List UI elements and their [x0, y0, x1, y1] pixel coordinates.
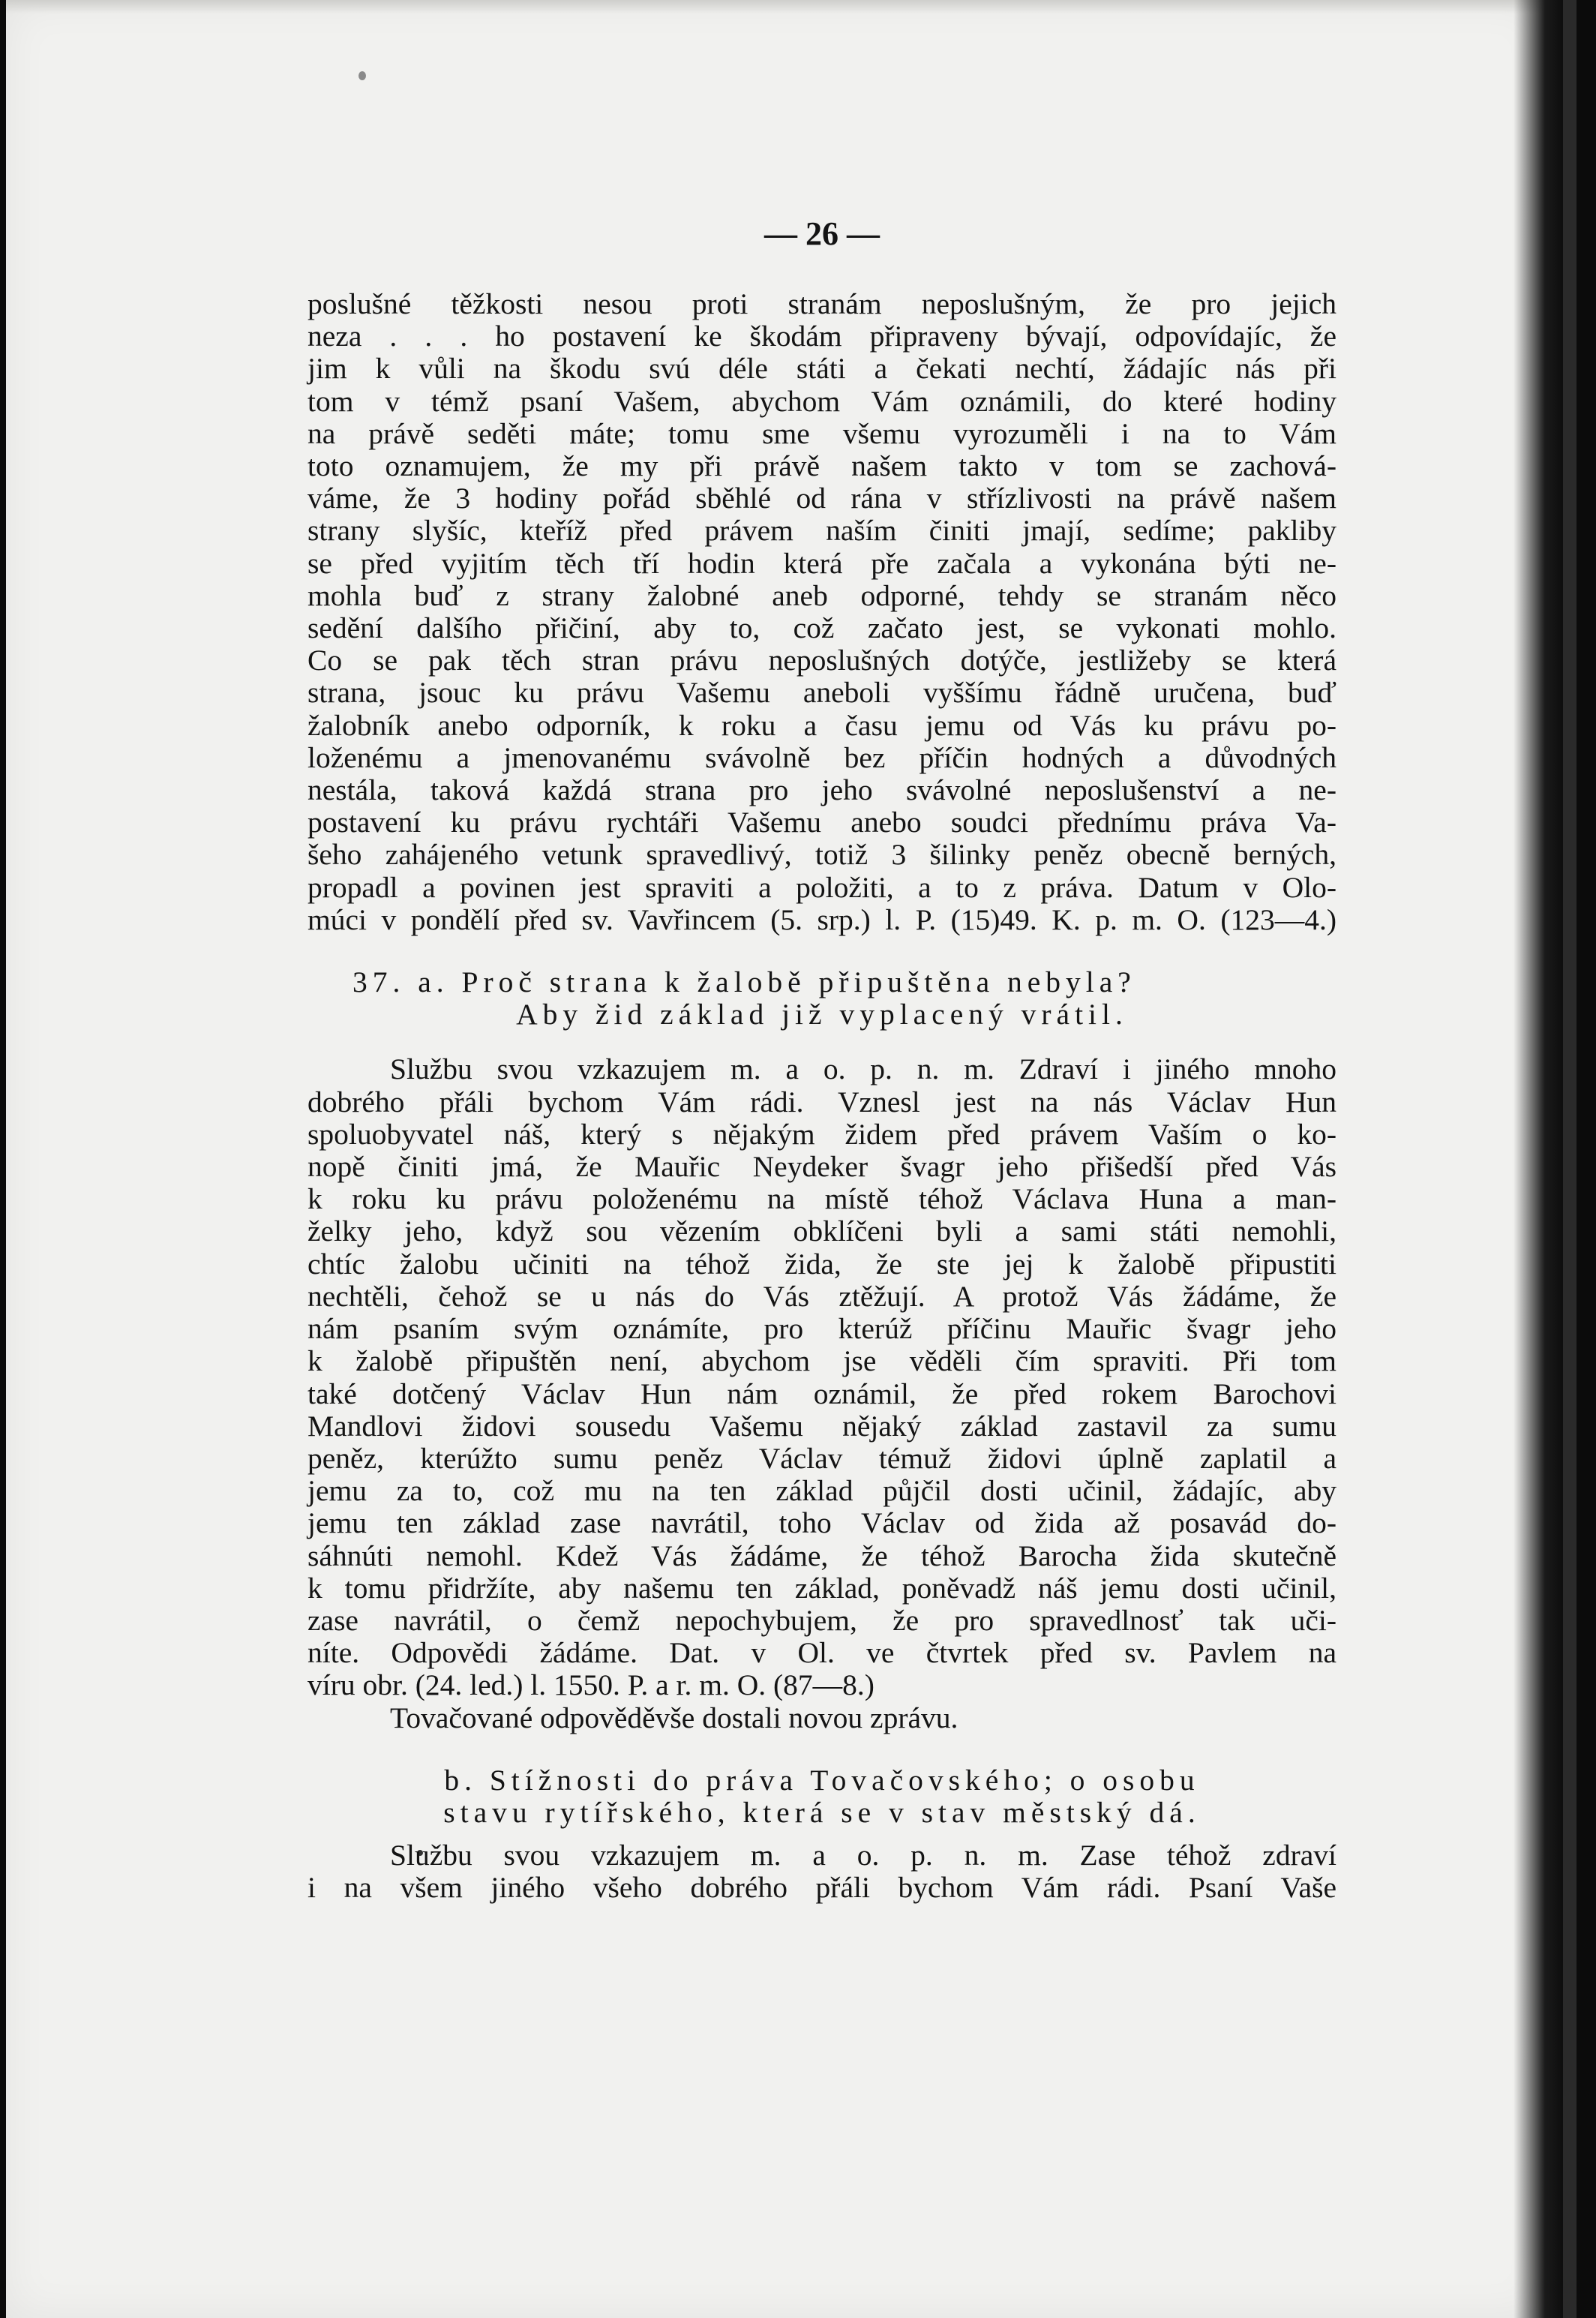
text-block — [308, 210, 1336, 1905]
text-line: níte. Odpovědi žádáme. Dat. v Ol. ve čtvrtek před sv. Pavlem na — [308, 1636, 1336, 1670]
text-line: múci v pondělí před sv. Vavřincem (5. srp.) l. P. (15)49. K. p. m. O. (123—4.) — [308, 902, 1336, 936]
text-line: Mandlovi židovi sousedu Vašemu nějaký základ zastavil za sumu — [308, 1409, 1336, 1443]
text-line: strany slyšíc, kteříž před právem naším činiti jmají, sedíme; pakliby — [308, 514, 1336, 548]
text-line: šeho zahájeného vetunk spravedlivý, totiž 3 šilinky peněz obecně berných, — [308, 838, 1336, 872]
text-line: zase navrátil, o čemž nepochybujem, že pro spravedlnosť tak uči- — [308, 1603, 1336, 1637]
section-heading-b: b. Stížnosti do práva Tovačovského; o osobu — [444, 1763, 1200, 1797]
text-line: k roku ku právu položenému na místě téhož Václava Huna a man- — [308, 1182, 1336, 1216]
text-line: nám psaním svým oznámíte, pro kterúž příčinu Mauřic švagr jeho — [308, 1312, 1336, 1346]
text-line: poslušné těžkosti nesou proti stranám neposlušným, že pro jejich — [308, 287, 1336, 320]
text-line: Službu svou vzkazujem m. a o. p. n. m. Zase téhož zdraví — [390, 1839, 1336, 1872]
text-line: k tomu přidržíte, aby našemu ten základ, poněvadž náš jemu dosti učinil, — [308, 1571, 1336, 1605]
text-line: i na všem jiného všeho dobrého přáli bychom Vám rádi. Psaní Vaše — [308, 1871, 1336, 1905]
text-line: mohla buď z strany žalobné aneb odporné, tehdy se stranám něco — [308, 578, 1336, 612]
text-line: Službu svou vzkazujem m. a o. p. n. m. Zdraví i jiného mnoho — [390, 1052, 1336, 1086]
text-line: loženému a jmenovanému svávolně bez příčin hodných a důvodných — [308, 740, 1336, 774]
text-line: žalobník anebo odporník, k roku a času jemu od Vás ku právu po- — [308, 708, 1336, 742]
text-line: Tovačované odpověděvše dostali novou zprávu. — [390, 1701, 958, 1734]
section-subheading-37a: Aby žid základ již vyplacený vrátil. — [516, 998, 1128, 1031]
spacer — [308, 1031, 1336, 1053]
text-line: jim k vůli na škodu svú déle státi a čekati nechtí, žádajíc nás při — [308, 352, 1336, 386]
text-line: želky jeho, když sou vězením obklíčeni byli a sami státi nemohli, — [308, 1215, 1336, 1248]
text-line: nechtěli, čehož se u nás do Vás ztěžují. A protož Vás žádáme, že — [308, 1279, 1336, 1313]
text-line: nopě činiti jmá, že Mauřic Neydeker švagr jeho přišedší před Vás — [308, 1150, 1336, 1184]
letter-37a — [308, 1053, 1336, 1734]
text-line: jemu za to, což mu na ten základ půjčil dosti učinil, žádajíc, aby — [308, 1474, 1336, 1508]
text-line: chtíc žalobu učiniti na téhož žida, že ste jej k žalobě připustiti — [308, 1247, 1336, 1281]
text-line: váme, že 3 hodiny pořád sběhlé od rána v střízlivosti na právě našem — [308, 482, 1336, 515]
text-line: toto oznamujem, že my při právě našem takto v tom se zachová- — [308, 449, 1336, 483]
text-line: se před vyjitím těch tří hodin která pře začala a vykonána býti ne- — [308, 546, 1336, 580]
text-line: na právě seděti máte; tomu sme všemu vyrozuměli i na to Vám — [308, 416, 1336, 450]
text-line: sáhnúti nemohl. Kdež Vás žádáme, že téhož Barocha žida skutečně — [308, 1539, 1336, 1572]
text-line: Co se pak těch stran právu neposlušných dotýče, jestližeby se která — [308, 644, 1336, 677]
text-line: také dotčený Václav Hun nám oznámil, že před rokem Barochovi — [308, 1377, 1336, 1410]
paper-speck — [358, 71, 366, 80]
text-line: nestála, taková každá strana pro jeho svávolné neposlušenství a ne- — [308, 773, 1336, 807]
text-line: propadl a povinen jest spraviti a položiti, a to z práva. Datum v Olo- — [308, 870, 1336, 904]
spacer — [308, 1734, 1336, 1764]
section-heading-37a: 37. a. Proč strana k žalobě připuštěna nebyla? — [352, 965, 1136, 999]
text-line: k žalobě připuštěn není, abychom jse věděli čím spraviti. Při tom — [308, 1344, 1336, 1378]
letter-b — [308, 1839, 1336, 1904]
page-number: — 26 — — [764, 215, 880, 252]
text-line: strana, jsouc ku právu Vašemu aneboli vyššímu řádně uručena, buď — [308, 676, 1336, 710]
text-line: postavení ku právu rychtáři Vašemu anebo soudci přednímu práva Va- — [308, 806, 1336, 839]
spacer — [308, 1829, 1336, 1839]
text-line: spoluobyvatel náš, který s nějakým židem před právem Vaším o ko- — [308, 1117, 1336, 1151]
book-spine-shadow — [1514, 0, 1566, 2318]
spacer — [308, 936, 1336, 966]
text-line: neza . . . ho postavení ke škodám připraveny bývají, odpovídajíc, že — [308, 320, 1336, 353]
text-line: tom v témž psaní Vašem, abychom Vám oznámili, do které hodiny — [308, 384, 1336, 418]
text-line: sedění dalšího přičiní, aby to, což začato jest, se vykonati mohlo. — [308, 611, 1336, 645]
text-line: víru obr. (24. led.) l. 1550. P. a r. m. O. (87—8.) — [308, 1668, 874, 1702]
text-line: peněz, kterúžto sumu peněz Václav témuž židovi úplně zaplatil a — [308, 1441, 1336, 1475]
section-subheading-b: stavu rytířského, která se v stav městský dá. — [443, 1795, 1201, 1829]
paragraph-continuation — [308, 288, 1336, 936]
text-line: dobrého přáli bychom Vám rádi. Vznesl jest na nás Václav Hun — [308, 1085, 1336, 1118]
page-edge-right — [1563, 0, 1576, 2318]
paper-sheet — [6, 0, 1545, 2318]
page-top-edge — [6, 0, 1545, 14]
text-line: jemu ten základ zase navrátil, toho Václav od žida až posavád do- — [308, 1506, 1336, 1540]
